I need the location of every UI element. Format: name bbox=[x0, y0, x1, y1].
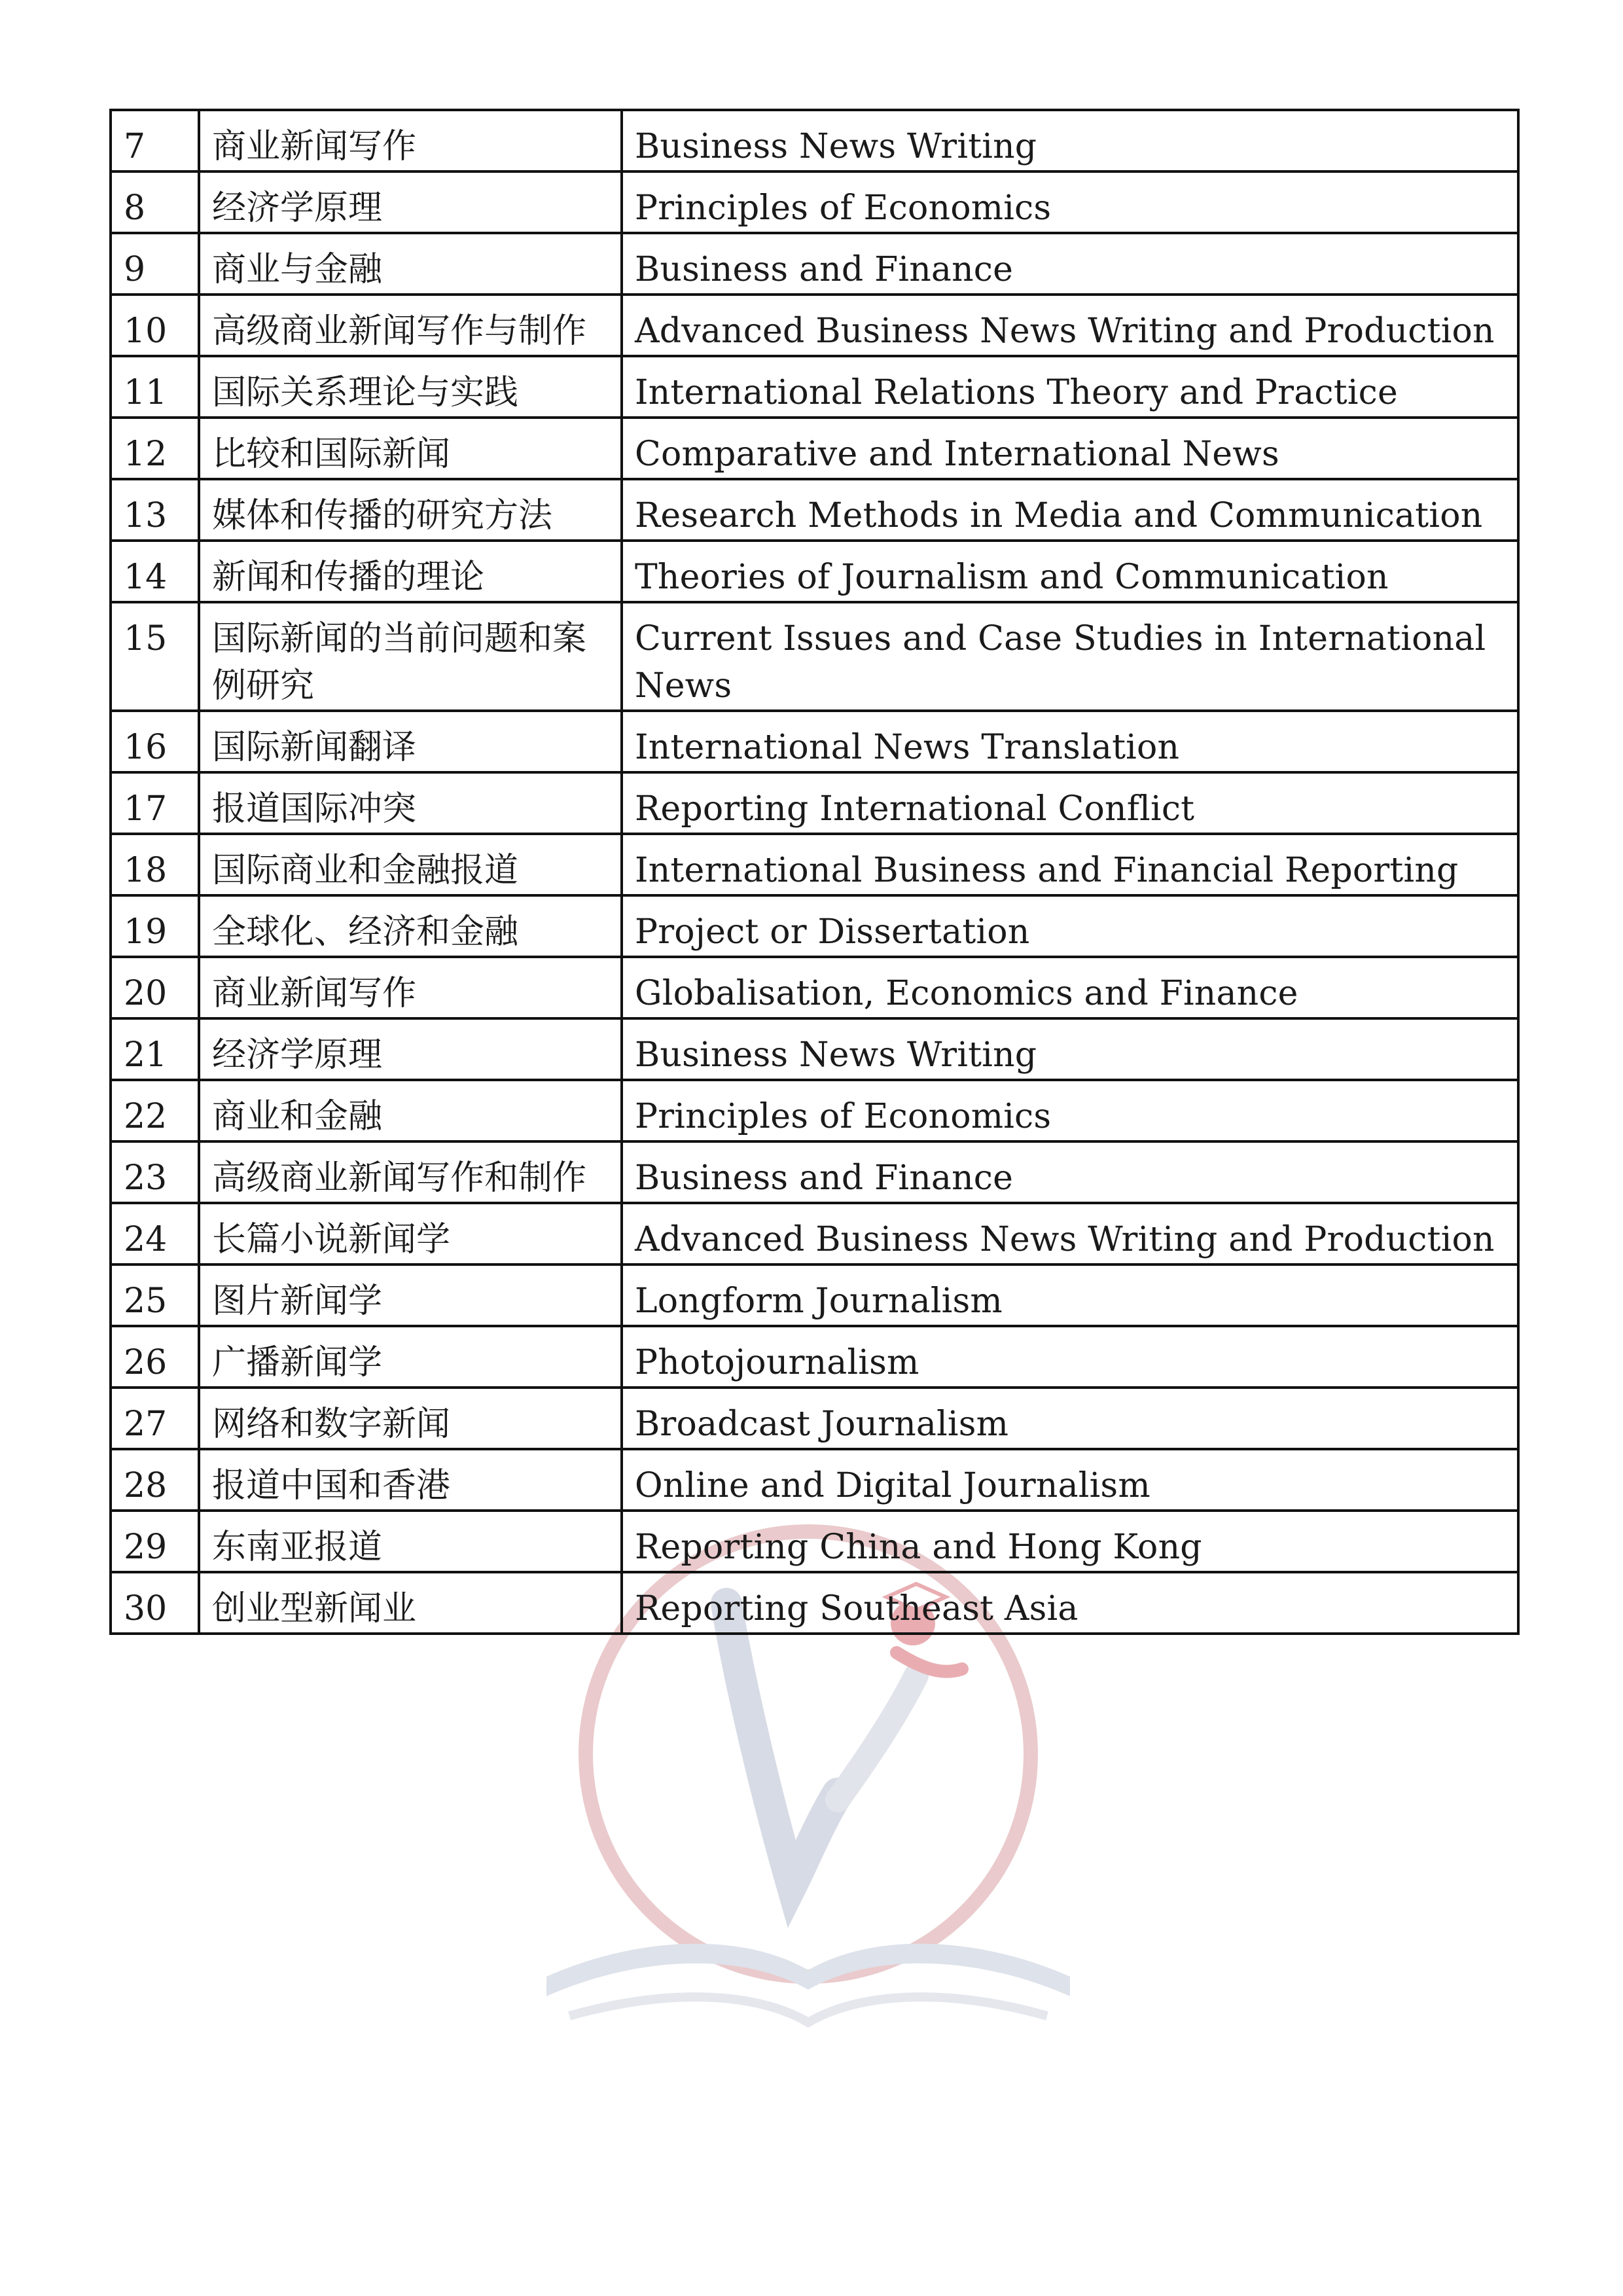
course-name-english: Business News Writing bbox=[622, 110, 1518, 171]
course-name-chinese: 广播新闻学 bbox=[199, 1326, 622, 1388]
table-row bbox=[111, 1203, 1518, 1265]
course-number: 16 bbox=[111, 711, 199, 772]
course-name-chinese: 报道中国和香港 bbox=[199, 1449, 622, 1511]
course-name-english: Reporting China and Hong Kong bbox=[622, 1511, 1518, 1572]
course-number: 24 bbox=[111, 1203, 199, 1265]
table-row bbox=[111, 479, 1518, 541]
course-number: 15 bbox=[111, 602, 199, 711]
course-table-body bbox=[111, 110, 1518, 1634]
course-name-english: Principles of Economics bbox=[622, 171, 1518, 233]
course-name-chinese: 网络和数字新闻 bbox=[199, 1388, 622, 1449]
course-number: 26 bbox=[111, 1326, 199, 1388]
course-name-english: Business and Finance bbox=[622, 233, 1518, 295]
course-number: 18 bbox=[111, 834, 199, 895]
course-name-chinese: 长篇小说新闻学 bbox=[199, 1203, 622, 1265]
course-table bbox=[109, 109, 1520, 1635]
table-row bbox=[111, 1265, 1518, 1326]
table-row bbox=[111, 1449, 1518, 1511]
course-name-english: Reporting International Conflict bbox=[622, 772, 1518, 834]
course-name-english: International Relations Theory and Practice bbox=[622, 356, 1518, 418]
course-name-english: Online and Digital Journalism bbox=[622, 1449, 1518, 1511]
course-name-english: Advanced Business News Writing and Production bbox=[622, 295, 1518, 356]
course-number: 25 bbox=[111, 1265, 199, 1326]
course-name-chinese: 国际关系理论与实践 bbox=[199, 356, 622, 418]
course-number: 9 bbox=[111, 233, 199, 295]
course-number: 21 bbox=[111, 1018, 199, 1080]
table-row bbox=[111, 834, 1518, 895]
course-name-english: Longform Journalism bbox=[622, 1265, 1518, 1326]
course-name-chinese: 国际商业和金融报道 bbox=[199, 834, 622, 895]
course-name-chinese: 国际新闻的当前问题和案例研究 bbox=[199, 602, 622, 711]
table-row bbox=[111, 1511, 1518, 1572]
course-number: 13 bbox=[111, 479, 199, 541]
table-row bbox=[111, 1388, 1518, 1449]
course-name-english: International Business and Financial Reporting bbox=[622, 834, 1518, 895]
course-name-chinese: 经济学原理 bbox=[199, 171, 622, 233]
course-name-chinese: 高级商业新闻写作与制作 bbox=[199, 295, 622, 356]
course-number: 14 bbox=[111, 541, 199, 602]
course-name-chinese: 全球化、经济和金融 bbox=[199, 895, 622, 957]
course-name-english: Broadcast Journalism bbox=[622, 1388, 1518, 1449]
course-name-chinese: 商业新闻写作 bbox=[199, 957, 622, 1018]
course-name-chinese: 东南亚报道 bbox=[199, 1511, 622, 1572]
table-row bbox=[111, 895, 1518, 957]
table-row bbox=[111, 1080, 1518, 1141]
table-row bbox=[111, 1326, 1518, 1388]
course-name-english: Principles of Economics bbox=[622, 1080, 1518, 1141]
course-number: 10 bbox=[111, 295, 199, 356]
course-number: 20 bbox=[111, 957, 199, 1018]
course-name-chinese: 商业新闻写作 bbox=[199, 110, 622, 171]
table-row bbox=[111, 1572, 1518, 1634]
course-name-english: Current Issues and Case Studies in International News bbox=[622, 602, 1518, 711]
table-row bbox=[111, 711, 1518, 772]
course-name-english: Business News Writing bbox=[622, 1018, 1518, 1080]
course-number: 28 bbox=[111, 1449, 199, 1511]
course-name-chinese: 报道国际冲突 bbox=[199, 772, 622, 834]
course-number: 27 bbox=[111, 1388, 199, 1449]
course-name-chinese: 商业和金融 bbox=[199, 1080, 622, 1141]
table-row bbox=[111, 418, 1518, 479]
course-name-chinese: 经济学原理 bbox=[199, 1018, 622, 1080]
course-name-english: International News Translation bbox=[622, 711, 1518, 772]
table-row bbox=[111, 957, 1518, 1018]
table-row bbox=[111, 772, 1518, 834]
table-row bbox=[111, 1141, 1518, 1203]
course-name-chinese: 媒体和传播的研究方法 bbox=[199, 479, 622, 541]
course-number: 19 bbox=[111, 895, 199, 957]
course-name-chinese: 图片新闻学 bbox=[199, 1265, 622, 1326]
course-name-english: Comparative and International News bbox=[622, 418, 1518, 479]
course-name-english: Photojournalism bbox=[622, 1326, 1518, 1388]
course-name-english: Theories of Journalism and Communication bbox=[622, 541, 1518, 602]
table-row bbox=[111, 233, 1518, 295]
table-row bbox=[111, 541, 1518, 602]
course-number: 22 bbox=[111, 1080, 199, 1141]
course-name-chinese: 商业与金融 bbox=[199, 233, 622, 295]
course-name-english: Advanced Business News Writing and Production bbox=[622, 1203, 1518, 1265]
course-name-chinese: 比较和国际新闻 bbox=[199, 418, 622, 479]
course-number: 30 bbox=[111, 1572, 199, 1634]
course-number: 29 bbox=[111, 1511, 199, 1572]
table-row bbox=[111, 356, 1518, 418]
course-number: 17 bbox=[111, 772, 199, 834]
course-name-chinese: 高级商业新闻写作和制作 bbox=[199, 1141, 622, 1203]
course-name-english: Project or Dissertation bbox=[622, 895, 1518, 957]
course-number: 12 bbox=[111, 418, 199, 479]
course-number: 23 bbox=[111, 1141, 199, 1203]
table-row bbox=[111, 602, 1518, 711]
course-name-english: Reporting Southeast Asia bbox=[622, 1572, 1518, 1634]
course-name-chinese: 国际新闻翻译 bbox=[199, 711, 622, 772]
course-name-english: Business and Finance bbox=[622, 1141, 1518, 1203]
course-number: 7 bbox=[111, 110, 199, 171]
course-name-chinese: 创业型新闻业 bbox=[199, 1572, 622, 1634]
course-number: 11 bbox=[111, 356, 199, 418]
course-name-chinese: 新闻和传播的理论 bbox=[199, 541, 622, 602]
table-row bbox=[111, 171, 1518, 233]
course-name-english: Globalisation, Economics and Finance bbox=[622, 957, 1518, 1018]
table-row bbox=[111, 1018, 1518, 1080]
course-name-english: Research Methods in Media and Communication bbox=[622, 479, 1518, 541]
table-row bbox=[111, 295, 1518, 356]
course-number: 8 bbox=[111, 171, 199, 233]
table-row bbox=[111, 110, 1518, 171]
